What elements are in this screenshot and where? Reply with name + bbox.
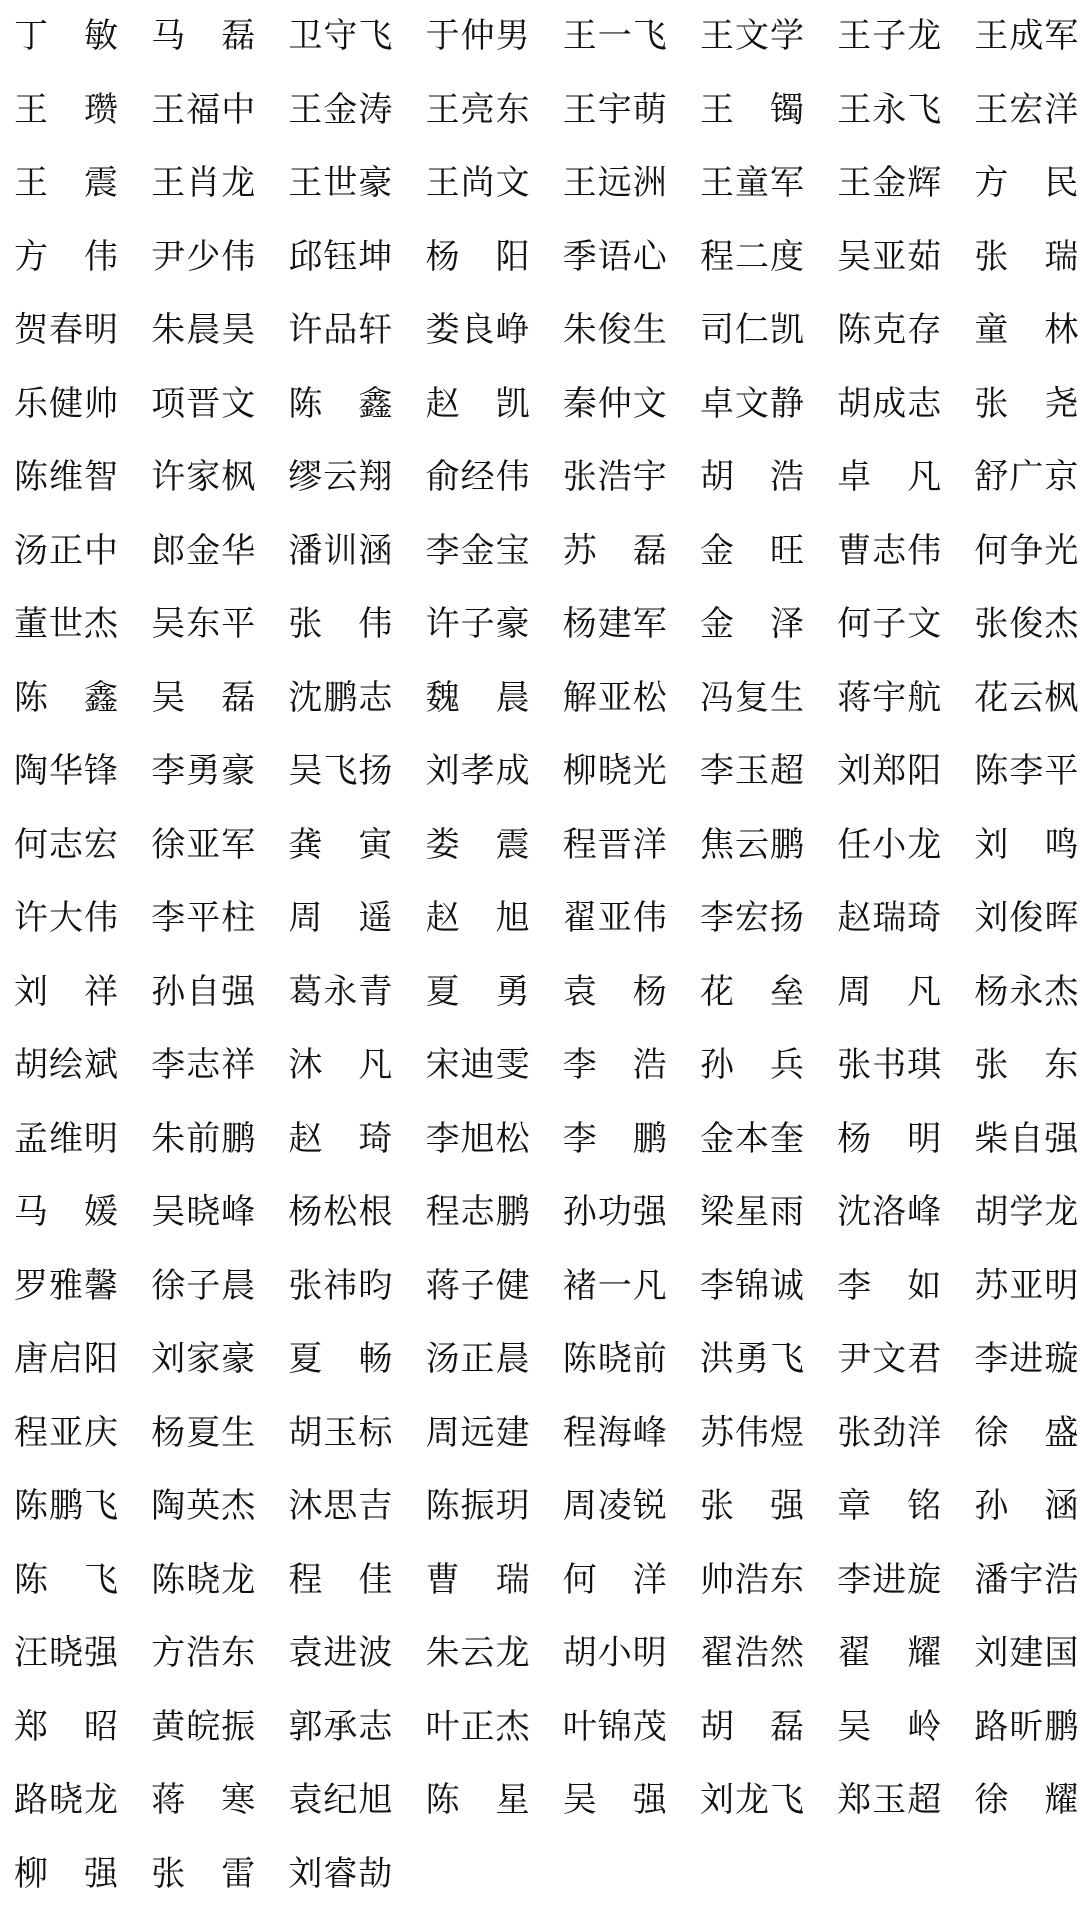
name-row — [13, 1846, 1071, 1902]
name-entry: 金 泽 — [700, 604, 804, 644]
name-entry: 刘 龙 飞 — [700, 1780, 804, 1820]
name-entry: 柴 自 强 — [974, 1118, 1079, 1159]
name-entry: 吴 晓 峰 — [151, 1192, 256, 1232]
name-entry: 夏 畅 — [288, 1339, 393, 1379]
name-entry: 路 昕 鹏 — [974, 1706, 1079, 1747]
name-entry: 赵 凯 — [425, 383, 530, 424]
name-row — [13, 743, 1079, 799]
name-entry: 曹 瑞 — [425, 1559, 530, 1600]
name-entry: 娄 震 — [425, 824, 530, 865]
name-entry: 张 伟 — [288, 604, 393, 644]
name-entry: 马 媛 — [14, 1192, 118, 1232]
name-entry: 褚 一 凡 — [562, 1265, 667, 1306]
name-entry: 王 永 飞 — [837, 89, 942, 130]
name-entry: 张 东 — [974, 1045, 1079, 1085]
name-entry: 何 子 文 — [837, 604, 942, 644]
name-entry: 吴 飞 扬 — [288, 751, 393, 791]
name-entry: 舒 广 京 — [974, 457, 1079, 497]
name-row — [13, 1037, 1079, 1093]
name-entry: 李 如 — [837, 1265, 942, 1306]
name-row — [13, 1699, 1079, 1755]
name-entry: 陈 克 存 — [837, 310, 942, 350]
name-entry: 翟 耀 — [837, 1633, 942, 1673]
name-entry: 朱 前 鹏 — [151, 1118, 256, 1159]
name-entry: 冯 复 生 — [700, 677, 804, 718]
name-row — [13, 1258, 1079, 1314]
name-entry: 李 进 旋 — [837, 1559, 942, 1600]
name-entry: 李 勇 豪 — [151, 751, 256, 791]
name-entry: 王 子 龙 — [837, 16, 942, 56]
name-entry: 邱 钰 坤 — [288, 236, 393, 277]
name-entry: 许 家 枫 — [151, 457, 256, 497]
name-entry: 花 垒 — [700, 971, 804, 1012]
name-entry: 方 浩 东 — [151, 1633, 256, 1673]
name-entry: 王 肖 龙 — [151, 163, 256, 203]
name-entry: 尹 文 君 — [837, 1339, 942, 1379]
name-entry: 张 浩 宇 — [562, 457, 667, 497]
name-entry: 程 二 度 — [700, 236, 804, 277]
name-entry: 陈 晓 前 — [562, 1339, 667, 1379]
name-row — [13, 1552, 1079, 1608]
name-entry: 陈 晓 龙 — [151, 1559, 256, 1600]
name-row — [13, 82, 1079, 138]
name-entry: 许 子 豪 — [425, 604, 530, 644]
name-entry: 蒋 宇 航 — [837, 677, 942, 718]
name-entry: 李 金 宝 — [425, 530, 530, 571]
name-entry: 卫 守 飞 — [288, 16, 393, 56]
name-entry: 李 锦 诚 — [700, 1265, 804, 1306]
name-entry: 胡 小 明 — [562, 1633, 667, 1673]
name-row — [13, 229, 1079, 285]
name-entry: 金 旺 — [700, 530, 804, 571]
name-row — [13, 449, 1079, 505]
name-entry: 叶 正 杰 — [425, 1706, 530, 1747]
name-entry: 陶 英 杰 — [151, 1486, 256, 1526]
name-entry: 曹 志 伟 — [837, 530, 942, 571]
name-entry: 郭 承 志 — [288, 1706, 393, 1747]
name-row — [13, 1405, 1079, 1461]
name-entry: 张 俊 杰 — [974, 604, 1079, 644]
name-entry: 王 一 飞 — [562, 16, 667, 56]
name-entry: 刘 建 国 — [974, 1633, 1079, 1673]
name-entry: 孙 自 强 — [151, 971, 256, 1012]
name-row — [13, 8, 1079, 64]
name-entry: 唐 启 阳 — [14, 1339, 118, 1379]
name-entry: 章 铭 — [837, 1486, 942, 1526]
name-entry: 程 亚 庆 — [14, 1412, 118, 1453]
name-entry: 何 洋 — [562, 1559, 667, 1600]
name-entry: 翟 浩 然 — [700, 1633, 804, 1673]
name-entry: 许 品 轩 — [288, 310, 393, 350]
name-entry: 赵 琦 — [288, 1118, 393, 1159]
name-entry: 袁 杨 — [562, 971, 667, 1012]
name-entry: 程 晋 洋 — [562, 824, 667, 865]
name-entry: 朱 晨 昊 — [151, 310, 256, 350]
name-row — [13, 596, 1079, 652]
name-entry: 贺 春 明 — [14, 310, 118, 350]
name-entry: 季 语 心 — [562, 236, 667, 277]
name-entry: 胡 绘 斌 — [14, 1045, 118, 1085]
name-entry: 解 亚 松 — [562, 677, 667, 718]
name-entry: 陈 鹏 飞 — [14, 1486, 118, 1526]
name-entry: 沈 洛 峰 — [837, 1192, 942, 1232]
name-entry: 洪 勇 飞 — [700, 1339, 804, 1379]
name-entry: 夏 勇 — [425, 971, 530, 1012]
name-entry: 苏 亚 明 — [974, 1265, 1079, 1306]
name-entry: 苏 磊 — [562, 530, 667, 571]
name-entry: 秦 仲 文 — [562, 383, 667, 424]
name-entry: 梁 星 雨 — [700, 1192, 804, 1232]
name-entry: 孙 涵 — [974, 1486, 1079, 1526]
name-entry: 周 凡 — [837, 971, 942, 1012]
name-row — [13, 1772, 1079, 1828]
name-entry: 杨 明 — [837, 1118, 942, 1159]
name-entry: 王 亮 东 — [425, 89, 530, 130]
name-row — [13, 1111, 1079, 1167]
name-entry: 孙 功 强 — [562, 1192, 667, 1232]
name-entry: 沐 凡 — [288, 1045, 393, 1085]
name-entry: 杨 建 军 — [562, 604, 667, 644]
name-row — [13, 1478, 1079, 1534]
name-entry: 张 书 琪 — [837, 1045, 942, 1085]
name-entry: 胡 成 志 — [837, 383, 942, 424]
name-entry: 童 林 — [974, 310, 1079, 350]
name-entry: 金 本 奎 — [700, 1118, 804, 1159]
name-entry: 刘 鸣 — [974, 824, 1079, 865]
name-entry: 吴 东 平 — [151, 604, 256, 644]
name-entry: 娄 良 峥 — [425, 310, 530, 350]
name-entry: 胡 学 龙 — [974, 1192, 1079, 1232]
name-entry: 刘 家 豪 — [151, 1339, 256, 1379]
name-row — [13, 523, 1079, 579]
name-entry: 路 晓 龙 — [14, 1780, 118, 1820]
name-entry: 马 磊 — [151, 16, 256, 56]
name-entry: 胡 磊 — [700, 1706, 804, 1747]
name-entry: 朱 俊 生 — [562, 310, 667, 350]
name-entry: 吴 磊 — [151, 677, 256, 718]
name-entry: 方 伟 — [14, 236, 118, 277]
name-entry: 潘 训 涵 — [288, 530, 393, 571]
name-entry: 任 小 龙 — [837, 824, 942, 865]
name-entry: 刘 孝 成 — [425, 751, 530, 791]
name-row — [13, 155, 1079, 211]
name-entry: 张 雷 — [151, 1853, 256, 1894]
name-entry: 孙 兵 — [700, 1045, 804, 1085]
name-entry: 吴 强 — [562, 1780, 667, 1820]
name-entry: 苏 伟 煜 — [700, 1412, 804, 1453]
name-entry: 王 童 军 — [700, 163, 804, 203]
name-entry: 蒋 寒 — [151, 1780, 256, 1820]
name-entry: 潘 宇 浩 — [974, 1559, 1079, 1600]
name-entry: 王 宏 洋 — [974, 89, 1079, 130]
name-entry: 刘 睿 劼 — [288, 1853, 393, 1894]
name-entry: 刘 祥 — [14, 971, 118, 1012]
name-entry: 徐 亚 军 — [151, 824, 256, 865]
name-row — [13, 1184, 1079, 1240]
name-entry: 陶 华 锋 — [14, 751, 118, 791]
name-entry: 周 遥 — [288, 898, 393, 938]
name-entry: 汤 正 中 — [14, 530, 118, 571]
name-entry: 孟 维 明 — [14, 1118, 118, 1159]
name-entry: 沈 鹏 志 — [288, 677, 393, 718]
name-entry: 龚 寅 — [288, 824, 393, 865]
name-entry: 王 世 豪 — [288, 163, 393, 203]
name-entry: 翟 亚 伟 — [562, 898, 667, 938]
name-entry: 陈 星 — [425, 1780, 530, 1820]
name-entry: 陈 飞 — [14, 1559, 118, 1600]
name-entry: 陈 鑫 — [14, 677, 118, 718]
name-entry: 陈 振 玥 — [425, 1486, 530, 1526]
name-entry: 张 尧 — [974, 383, 1079, 424]
name-entry: 王 尚 文 — [425, 163, 530, 203]
name-entry: 丁 敏 — [14, 16, 118, 56]
name-row — [13, 964, 1079, 1020]
name-entry: 李 进 璇 — [974, 1339, 1079, 1379]
name-entry: 张 瑞 — [974, 236, 1079, 277]
name-row — [13, 376, 1079, 432]
name-entry: 王 宇 萌 — [562, 89, 667, 130]
name-entry: 郑 玉 超 — [837, 1780, 942, 1820]
name-entry: 王 震 — [14, 163, 118, 203]
name-entry: 花 云 枫 — [974, 677, 1079, 718]
name-entry: 王 文 学 — [700, 16, 804, 56]
name-entry: 张 祎 昀 — [288, 1265, 393, 1306]
name-entry: 赵 旭 — [425, 898, 530, 938]
name-entry: 李 浩 — [562, 1045, 667, 1085]
name-entry: 罗 雅 馨 — [14, 1265, 118, 1306]
name-row — [13, 1331, 1079, 1387]
name-entry: 周 远 建 — [425, 1412, 530, 1453]
name-entry: 郑 昭 — [14, 1706, 118, 1747]
name-entry: 王 远 洲 — [562, 163, 667, 203]
name-entry: 董 世 杰 — [14, 604, 118, 644]
name-entry: 王 瓒 — [14, 89, 118, 130]
name-entry: 程 佳 — [288, 1559, 393, 1600]
name-entry: 李 鹏 — [562, 1118, 667, 1159]
name-entry: 葛 永 青 — [288, 971, 393, 1012]
name-entry: 卓 凡 — [837, 457, 942, 497]
name-entry: 何 志 宏 — [14, 824, 118, 865]
name-entry: 徐 耀 — [974, 1780, 1079, 1820]
name-entry: 张 强 — [700, 1486, 804, 1526]
name-entry: 徐 盛 — [974, 1412, 1079, 1453]
name-entry: 李 平 柱 — [151, 898, 256, 938]
name-entry: 陈 维 智 — [14, 457, 118, 497]
name-entry: 叶 锦 茂 — [562, 1706, 667, 1747]
name-entry: 乐 健 帅 — [14, 383, 118, 424]
name-entry: 卓 文 静 — [700, 383, 804, 424]
name-entry: 陈 李 平 — [974, 751, 1079, 791]
name-entry: 胡 玉 标 — [288, 1412, 393, 1453]
name-row — [13, 890, 1079, 946]
name-entry: 李 志 祥 — [151, 1045, 256, 1085]
name-row — [13, 817, 1079, 873]
name-entry: 柳 强 — [14, 1853, 118, 1894]
name-entry: 吴 岭 — [837, 1706, 942, 1747]
name-entry: 李 玉 超 — [700, 751, 804, 791]
name-entry: 帅 浩 东 — [700, 1559, 804, 1600]
name-entry: 刘 俊 晖 — [974, 898, 1079, 938]
name-entry: 程 海 峰 — [562, 1412, 667, 1453]
name-entry: 杨 阳 — [425, 236, 530, 277]
name-entry: 何 争 光 — [974, 530, 1079, 571]
name-entry: 尹 少 伟 — [151, 236, 256, 277]
name-entry: 胡 浩 — [700, 457, 804, 497]
name-entry: 汪 晓 强 — [14, 1633, 118, 1673]
name-entry: 周 凌 锐 — [562, 1486, 667, 1526]
name-row — [13, 670, 1079, 726]
name-entry: 王 金 涛 — [288, 89, 393, 130]
name-entry: 俞 经 伟 — [425, 457, 530, 497]
name-entry: 沐 思 吉 — [288, 1486, 393, 1526]
name-entry: 方 民 — [974, 163, 1079, 203]
name-entry: 杨 松 根 — [288, 1192, 393, 1232]
name-entry: 袁 纪 旭 — [288, 1780, 393, 1820]
name-entry: 王 福 中 — [151, 89, 256, 130]
name-entry: 司 仁 凯 — [700, 310, 804, 350]
name-entry: 朱 云 龙 — [425, 1633, 530, 1673]
name-entry: 宋 迪 雯 — [425, 1045, 530, 1085]
name-row — [13, 302, 1079, 358]
name-entry: 柳 晓 光 — [562, 751, 667, 791]
name-entry: 于 仲 男 — [425, 16, 530, 56]
name-entry: 李 旭 松 — [425, 1118, 530, 1159]
name-entry: 程 志 鹏 — [425, 1192, 530, 1232]
name-entry: 魏 晨 — [425, 677, 530, 718]
name-entry: 杨 永 杰 — [974, 971, 1079, 1012]
name-entry: 李 宏 扬 — [700, 898, 804, 938]
name-entry: 赵 瑞 琦 — [837, 898, 942, 938]
name-entry: 汤 正 晨 — [425, 1339, 530, 1379]
name-row — [13, 1625, 1079, 1681]
name-entry: 王 镯 — [700, 89, 804, 130]
name-entry: 王 成 军 — [974, 16, 1079, 56]
name-entry: 徐 子 晨 — [151, 1265, 256, 1306]
name-entry: 刘 郑 阳 — [837, 751, 942, 791]
name-entry: 袁 进 波 — [288, 1633, 393, 1673]
name-entry: 许 大 伟 — [14, 898, 118, 938]
name-entry: 张 劲 洋 — [837, 1412, 942, 1453]
name-entry: 缪 云 翔 — [288, 457, 393, 497]
name-entry: 黄 皖 振 — [151, 1706, 256, 1747]
name-entry: 杨 夏 生 — [151, 1412, 256, 1453]
name-entry: 吴 亚 茹 — [837, 236, 942, 277]
name-entry: 郎 金 华 — [151, 530, 256, 571]
name-entry: 焦 云 鹏 — [700, 824, 804, 865]
name-entry: 王 金 辉 — [837, 163, 942, 203]
name-entry: 项 晋 文 — [151, 383, 256, 424]
name-entry: 陈 鑫 — [288, 383, 393, 424]
name-entry: 蒋 子 健 — [425, 1265, 530, 1306]
